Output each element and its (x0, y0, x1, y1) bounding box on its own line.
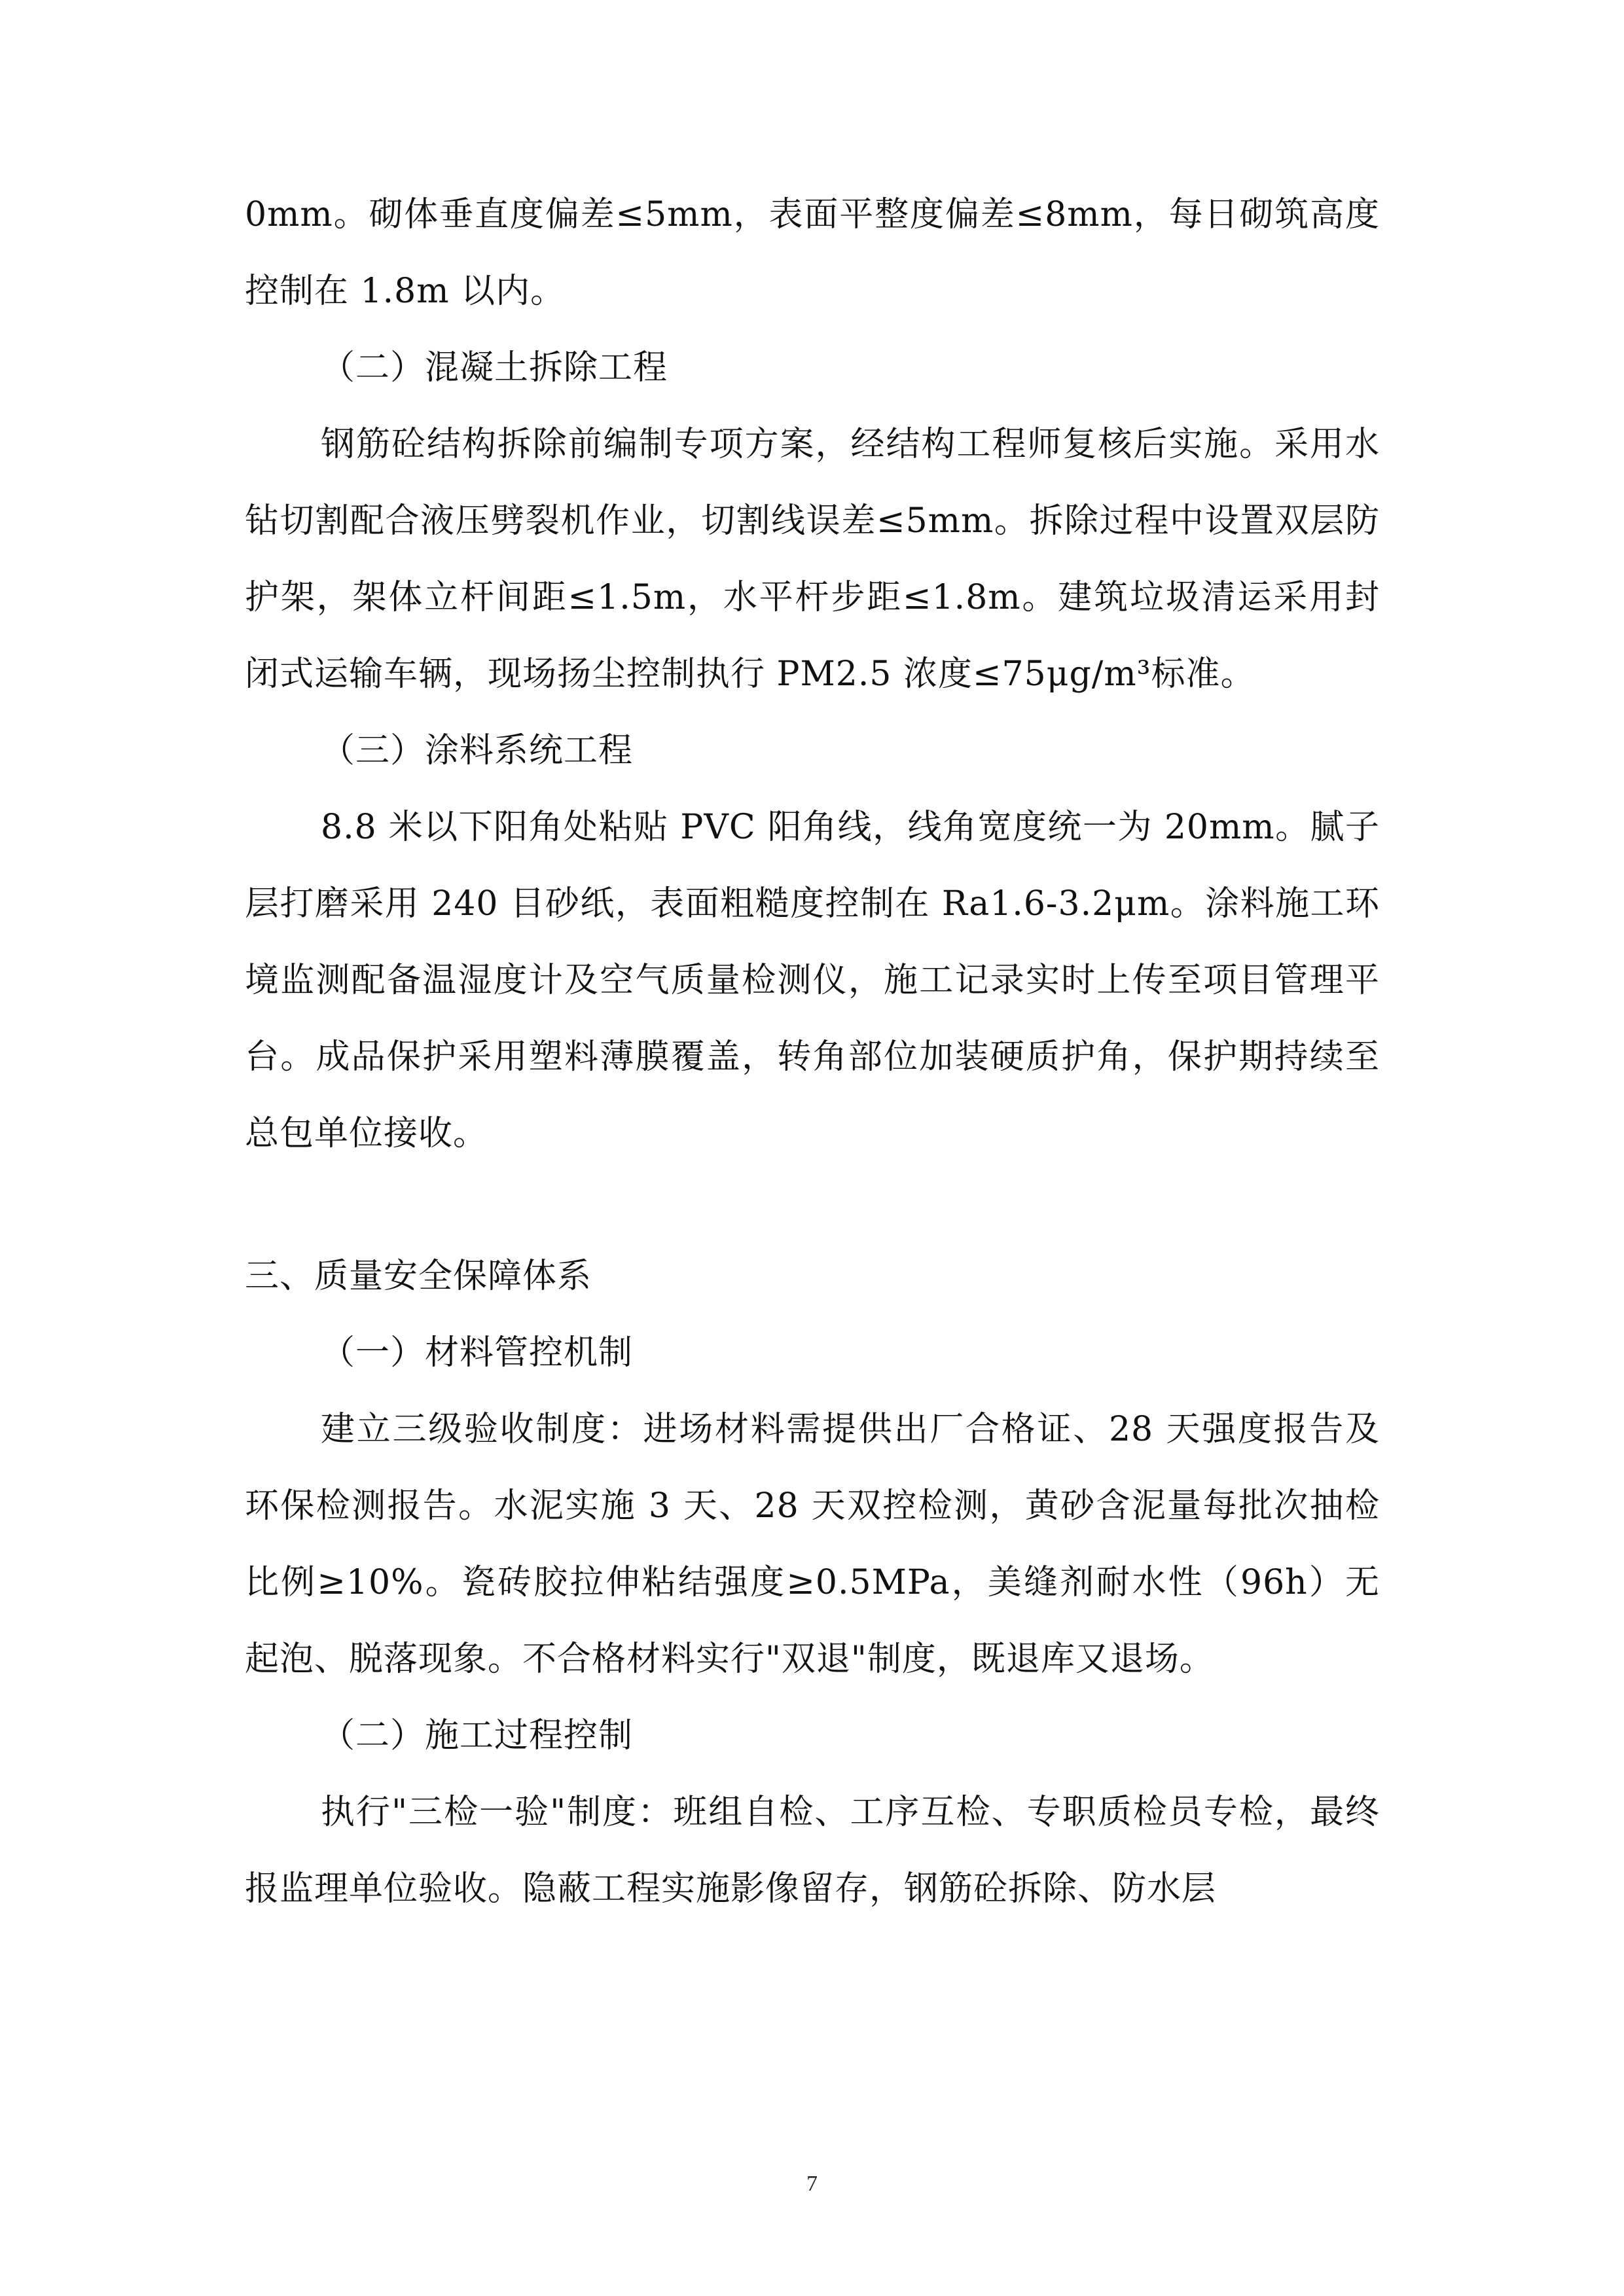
paragraph-coating-system: 8.8 米以下阳角处粘贴 PVC 阳角线，线角宽度统一为 20mm。腻子层打磨采用 240 目砂纸，表面粗糙度控制在 Ra1.6-3.2μm。涂料施工环境监测配备温湿度计及空气质量检测仪，施工记录实时上传至项目管理平台。成品保护采用塑料薄膜覆盖，转角部位加装硬质护角，保护期持续至总包单位接收。 (245, 808, 1380, 1153)
subheading-process-control: （二）施工过程控制 (321, 1716, 634, 1755)
paragraph-process-control: 执行"三检一验"制度：班组自检、工序互检、专职质检员专检，最终报监理单位验收。隐蔽工程实施影像留存，钢筋砼拆除、防水层 (245, 1793, 1380, 1909)
section-heading-quality-safety: 三、质量安全保障体系 (245, 1257, 592, 1296)
subheading-material-control: （一）材料管控机制 (321, 1333, 634, 1372)
paragraph-masonry-continued: 0mm。砌体垂直度偏差≤5mm，表面平整度偏差≤8mm，每日砌筑高度控制在 1.8m 以内。 (245, 195, 1380, 311)
document-body (245, 177, 1380, 1928)
page-number: 7 (806, 2172, 818, 2196)
subheading-concrete-demolition: （二）混凝土拆除工程 (321, 348, 668, 387)
paragraph-concrete-demolition: 钢筋砼结构拆除前编制专项方案，经结构工程师复核后实施。采用水钻切割配合液压劈裂机作业，切割线误差≤5mm。拆除过程中设置双层防护架，架体立杆间距≤1.5m，水平杆步距≤1.8m。建筑垃圾清运采用封闭式运输车辆，现场扬尘控制执行 PM2.5 浓度≤75μg/m³标准。 (245, 425, 1380, 694)
paragraph-material-control: 建立三级验收制度：进场材料需提供出厂合格证、28 天强度报告及环保检测报告。水泥实施 3 天、28 天双控检测，黄砂含泥量每批次抽检比例≥10%。瓷砖胶拉伸粘结强度≥0.5MPa，美缝剂耐水性（96h）无起泡、脱落现象。不合格材料实行"双退"制度，既退库又退场。 (245, 1410, 1380, 1679)
section-spacer (245, 1172, 1380, 1238)
subheading-coating-system: （三）涂料系统工程 (321, 731, 634, 770)
